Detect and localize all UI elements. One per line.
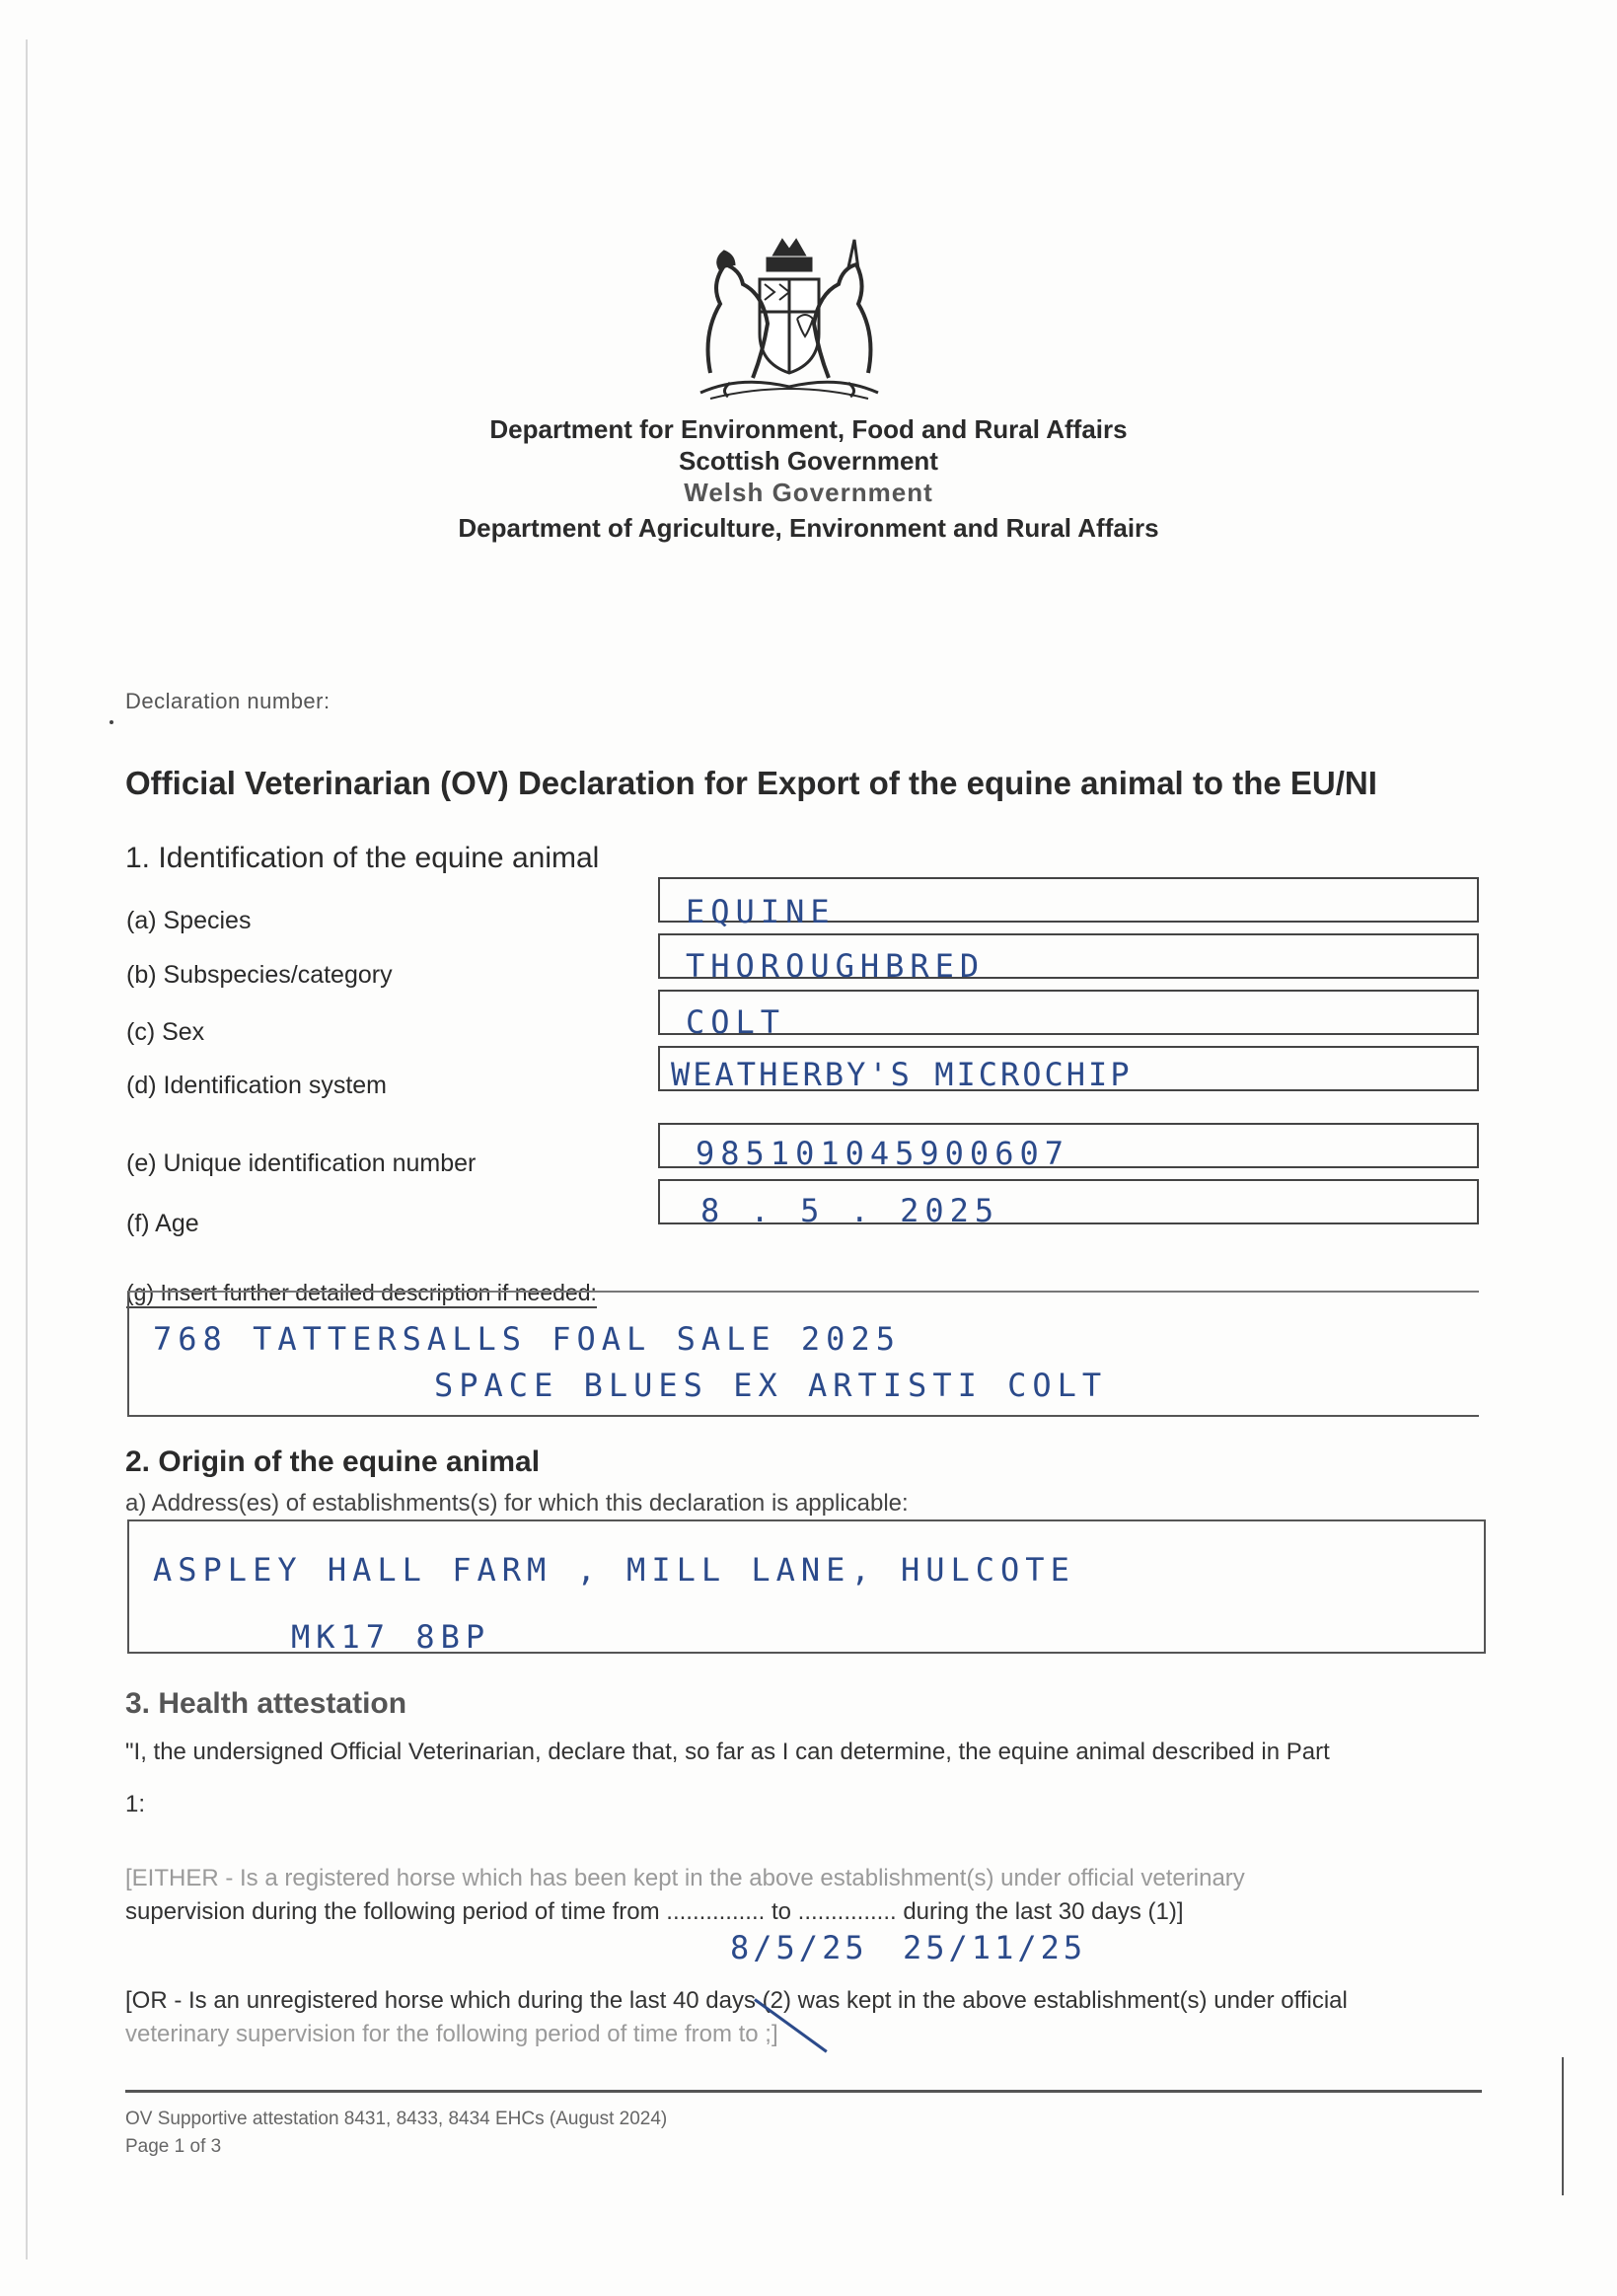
margin-dot bbox=[110, 720, 113, 724]
address-label: a) Address(es) of establishments(s) for which this declaration is applicable: bbox=[125, 1490, 909, 1517]
or-line-2: veterinary supervision for the following period of time from to ;] bbox=[125, 2021, 778, 2047]
section-1-heading: 1. Identification of the equine animal bbox=[125, 842, 600, 874]
royal-coat-of-arms-icon bbox=[691, 225, 888, 405]
label-sex: (c) Sex bbox=[126, 1018, 205, 1046]
unique-id-value: 985101045900607 bbox=[696, 1135, 1069, 1172]
species-value: EQUINE bbox=[686, 893, 836, 930]
declaration-number-label: Declaration number: bbox=[125, 689, 331, 713]
scan-edge-right bbox=[1562, 2057, 1564, 2195]
either-line-1: [EITHER - Is a registered horse which has been kept in the above establishment(s) under official veterinary bbox=[125, 1865, 1245, 1891]
address-line-2: MK17 8BP bbox=[291, 1618, 491, 1656]
footer-page-number: Page 1 of 3 bbox=[125, 2136, 222, 2157]
section-2-heading: 2. Origin of the equine animal bbox=[125, 1445, 541, 1478]
department-scottish-government: Scottish Government bbox=[679, 446, 938, 476]
footer-attestation-ref: OV Supportive attestation 8431, 8433, 8434 EHCs (August 2024) bbox=[125, 2109, 668, 2129]
attestation-intro-line-1: "I, the undersigned Official Veterinarian, declare that, so far as I can determine, the equine animal described in Part bbox=[125, 1739, 1330, 1765]
sex-value: COLT bbox=[686, 1003, 786, 1041]
identification-system-value: WEATHERBY'S MICROCHIP bbox=[671, 1056, 1133, 1093]
date-from-value: 8/5/25 bbox=[730, 1929, 868, 1966]
label-unique-id: (e) Unique identification number bbox=[126, 1149, 477, 1177]
either-line-2: supervision during the following period of time from ............... to ............... during the last 30 days (1)] bbox=[125, 1898, 1184, 1925]
attestation-intro-line-2: 1: bbox=[125, 1791, 146, 1817]
further-description-line-1: 768 TATTERSALLS FOAL SALE 2025 bbox=[153, 1320, 901, 1358]
label-species: (a) Species bbox=[126, 907, 252, 934]
department-daera: Department of Agriculture, Environment and Rural Affairs bbox=[458, 513, 1159, 543]
subspecies-value: THOROUGHBRED bbox=[686, 947, 986, 985]
or-line-1: [OR - Is an unregistered horse which during the last 40 days (2) was kept in the above establishment(s) under official bbox=[125, 1987, 1348, 2014]
section-3-heading: 3. Health attestation bbox=[125, 1687, 407, 1720]
label-age: (f) Age bbox=[126, 1210, 199, 1237]
footer-divider bbox=[125, 2090, 1482, 2093]
label-subspecies: (b) Subspecies/category bbox=[126, 961, 393, 989]
scan-edge-left bbox=[26, 39, 28, 2259]
page-title: Official Veterinarian (OV) Declaration for Export of the equine animal to the EU/NI bbox=[125, 765, 1377, 801]
age-value: 8 . 5 . 2025 bbox=[700, 1192, 1000, 1229]
further-description-line-2: SPACE BLUES EX ARTISTI COLT bbox=[434, 1367, 1108, 1404]
further-description-label: (g) Insert further detailed description if needed: bbox=[126, 1280, 597, 1308]
department-welsh-government: Welsh Government bbox=[684, 478, 933, 507]
address-line-1: ASPLEY HALL FARM , MILL LANE, HULCOTE bbox=[153, 1551, 1075, 1589]
label-identification-system: (d) Identification system bbox=[126, 1072, 387, 1099]
date-to-value: 25/11/25 bbox=[903, 1929, 1087, 1966]
department-defra: Department for Environment, Food and Rural Affairs bbox=[489, 414, 1128, 444]
